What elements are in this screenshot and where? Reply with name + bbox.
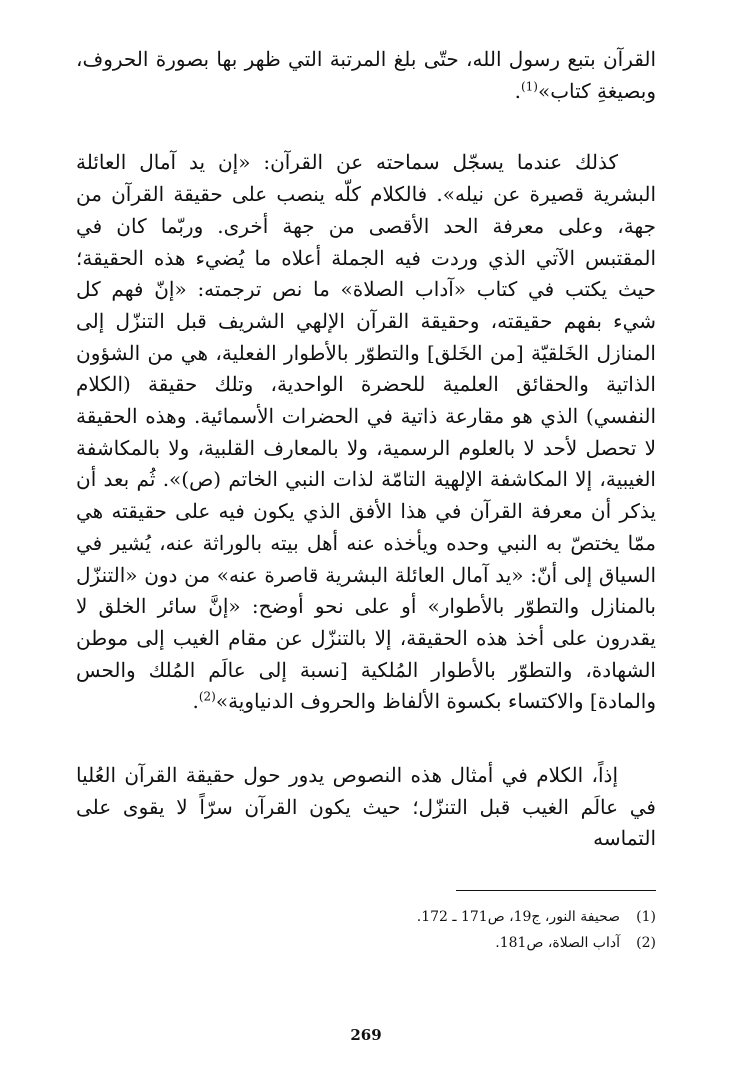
footnotes [76, 904, 656, 956]
paragraph-3-text: إذاً، الكلام في أمثال هذه النصوص يدور حول حقيقة القرآن العُليا في عالَم الغيب قبل التنزّل؛ حيث يكون القرآن سرّاً لا يقوى على التماسه [76, 763, 656, 851]
paragraph-1-text: القرآن بتبع رسول الله، حتّى بلغ المرتبة التي ظهر بها بصورة الحروف، وبصيغةِ كتاب» [76, 47, 656, 103]
paragraph-2-end: . [192, 689, 199, 714]
paragraph-2-text: كذلك عندما يسجّل سماحته عن القرآن: «إن يد آمال العائلة البشرية قصيرة عن نيله». فالكلام كلّه ينصب على حقيقة القرآن من جهة، وعلى معرفة الحد الأقصى من جهة أخرى. وربّما كان في المقتبس الآتي الذي وردت فيه الجملة أعلاه ما يُضيء هذه الحقيقة؛ حيث يكتب في كتاب «آداب الصلاة» ما نص ترجمته: «إنّ فهم كل شيء بفهم حقيقته، وحقيقة القرآن الإلهي الشريف قبل التنزّل إلى المنازل الخَلقيّة [من الخَلق] والتطوّر بالأطوار الفعلية، هي من الشؤون الذاتية والحقائق العلمية للحضرة الواحدية، وتلك حقيقة (الكلام النفسي) الذي هو مقارعة ذاتية في الحضرات الأسمائية. وهذه الحقيقة لا تحصل لأحد لا بالعلوم الرسمية، ولا بالمعارف القلبية، ولا بالمكاشفة الغيبية، إلا المكاشفة الإلهية التامّة لذات النبي الخاتم (ص)». ثُم بعد أن يذكر أن معرفة القرآن في هذا الأفق الذي يكون فيه على حقيقته هي ممّا يختصّ به النبي وحده ويأخذه عنه أهل بيته بالوراثة عنه، يُشير في السياق إلى أنّ: «يد آمال العائلة البشرية قاصرة عنه» من دون «التنزّل بالمنازل والتطوّر بالأطوار» أو على نحو أوضح: «إنَّ سائر الخلق لا يقدرون على أخذ هذه الحقيقة، إلا بالتنزّل عن مقام الغيب إلى موطن الشهادة، والتطوّر بالأطوار المُلكية [نسبة إلى عالَم المُلك والحس والمادة] والاكتساء بكسوة الألفاظ والحروف الدنياوية» [76, 150, 656, 714]
footnote-2-text: آداب الصلاة، ص181. [495, 935, 620, 951]
footnote-1-number: (1) [636, 909, 656, 925]
book-page [76, 44, 656, 1054]
page-number: 269 [350, 1026, 382, 1044]
footnote-ref-2[interactable]: (2) [198, 689, 216, 704]
footnote-1 [76, 904, 656, 930]
footnote-2-number: (2) [636, 935, 656, 951]
footnote-2 [76, 930, 656, 956]
paragraph-2 [76, 147, 656, 718]
footnote-ref-1[interactable]: (1) [520, 79, 538, 94]
footnote-1-text: صحيفة النور، ج19، ص171 ـ 172. [416, 909, 620, 925]
footnote-separator [456, 890, 656, 891]
paragraph-3 [76, 760, 656, 855]
paragraph-1 [76, 44, 656, 107]
paragraph-1-end: . [514, 78, 521, 103]
